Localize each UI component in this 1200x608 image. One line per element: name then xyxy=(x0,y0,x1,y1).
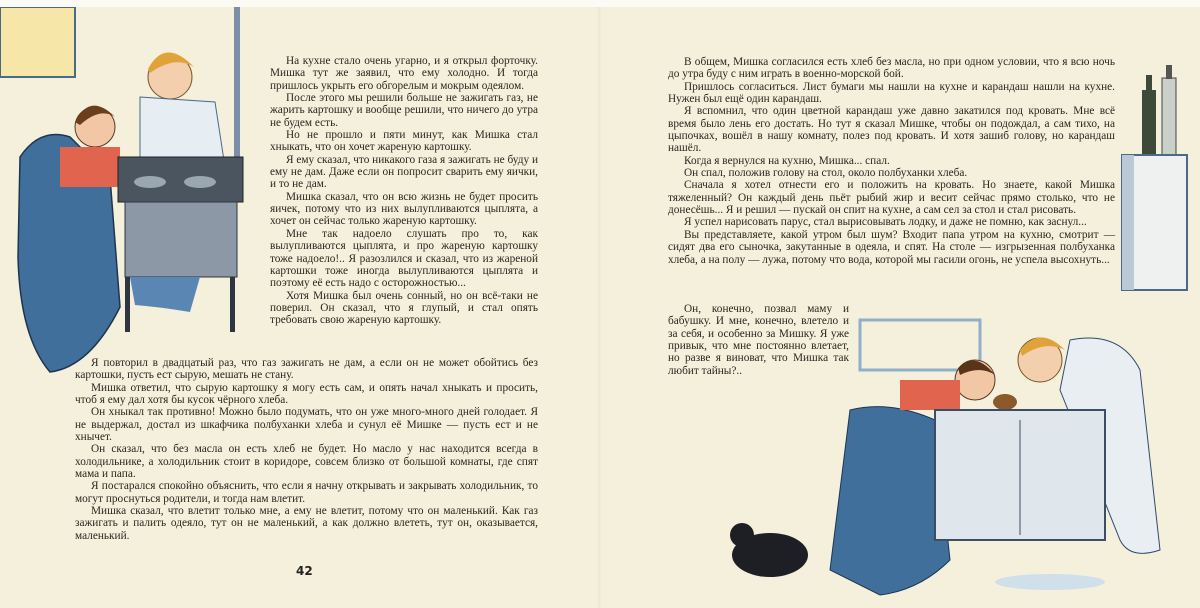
paragraph: Но не прошло и пяти минут, как Мишка стал хныкать, что он хочет жареную картошку. xyxy=(270,129,538,154)
window-illustration xyxy=(0,7,75,77)
blanket-floor xyxy=(130,277,200,312)
illustration-fridge-bottles xyxy=(1112,60,1192,295)
paragraph: Я постарался спокойно объяснить, что если я начну открывать и закрывать холодильник, то могут проснуться родители, и тогда нам влетит. xyxy=(75,480,538,505)
bottle-neck xyxy=(1166,65,1172,79)
left-page-narrow-text xyxy=(270,55,538,327)
paragraph: Я успел нарисовать парус, стал вырисовывать лодку, и даже не помню, как заснул... xyxy=(684,216,1087,229)
boy-left-shirt xyxy=(60,147,120,187)
paragraph: Я вспомнил, что один цветной карандаш уже давно закатился под кровать. Мне всё время было лень его достать. Но тут я сказал Мишке, чтобы он подождал, а сам тихо, на цыпочках, вошёл в нашу комнату, полез под кровать. И хотя зашиб голову, но карандаш нашёл. xyxy=(668,105,1115,155)
bread-loaf xyxy=(993,394,1017,410)
right-page-wide-text xyxy=(668,56,1115,266)
paragraph: Сначала я хотел отнести его и положить на кровать. Но знаете, какой Мишка тяжеленный? Он каждый день пьёт рыбий жир и весит сейчас прямо столько, что не донесёшь... Я и решил — пускай он спит на кухне, а сам сел за стол и стал рисовать. xyxy=(668,179,1115,217)
left-page-wide-text xyxy=(75,357,538,542)
cat-head xyxy=(730,523,754,547)
book-gutter xyxy=(598,7,602,608)
stove-leg xyxy=(125,277,130,332)
window-frame xyxy=(860,320,980,370)
paragraph: В общем, Мишка согласился есть хлеб без масла, но при одном условии, что я всю ночь до утра буду с ним играть в военно-морской бой. xyxy=(668,56,1115,81)
illustration-boys-at-stove xyxy=(0,7,270,377)
paragraph: Мишка сказал, что он всю жизнь не будет просить яичек, потому что из них вылупливаются цыплята, а хочет он сейчас только жареную картошку. xyxy=(270,190,538,228)
page-number: 42 xyxy=(296,564,313,578)
burner xyxy=(134,176,166,188)
water-puddle xyxy=(995,574,1105,590)
paragraph: Мишка сказал, что влетит только мне, а ему не влетит, потому что он маленький. Как газ зажигать и палить одеяло, тут он не маленький, а как должно влететь, тут он, оказывается, маленький. xyxy=(75,505,538,542)
bottle xyxy=(1142,90,1156,155)
paragraph: Он, конечно, позвал маму и бабушку. И мне, конечно, влетело и за себя, и особенно за Мишку. Я уже привык, что мне постоянно влетает, но разве я виноват, что Мишка так любит тайны?.. xyxy=(668,303,849,377)
page-top-edge xyxy=(0,0,1200,7)
paragraph: Мне так надоело слушать про то, как вылупливаются цыплята, и про жареную картошку тоже надоело!.. Я разозлился и сказал, что из жареной картошки тоже иногда вылупливаются цыплята и поэтому её есть надо с осторожностью... xyxy=(270,227,538,290)
paragraph: Вы представляете, какой утром был шум? Входит папа утром на кухню, смотрит — сидят два его сыночка, закутанные в одеяла, и спят. На столе — изгрызенная полбуханка хлеба, а на полу — лужа, потому что вода, которой мы гасили огонь, не успела высохнуть... xyxy=(668,228,1115,266)
fridge-side xyxy=(1122,155,1134,290)
paragraph: Когда я вернулся на кухню, Мишка... спал. xyxy=(684,154,890,167)
gas-pipe xyxy=(234,7,240,157)
bottle-neck xyxy=(1146,75,1152,91)
paragraph: Он хныкал так противно! Можно было подумать, что он уже много-много дней голодает. Я не выдержал, достал из шкафчика полбуханки хлеба и сунул её Мишке — пусть ест и не хнычет. xyxy=(75,406,538,444)
bottle xyxy=(1162,78,1176,155)
boy-sleeping-left-shirt xyxy=(900,380,960,410)
paragraph: На кухне стало очень угарно, и я открыл форточку. Мишка тут же заявил, что ему холодно. И тогда пришлось укрыть его обгорелым и мокрым одеялом. xyxy=(270,55,538,92)
paragraph: Я ему сказал, что никакого газа я зажигать не буду и ему не дам. Даже если он попросит сварить ему яички, и то не дам. xyxy=(270,153,538,191)
stove-body xyxy=(125,202,237,277)
paragraph: Он спал, положив голову на стол, около полбуханки хлеба. xyxy=(684,167,968,180)
paragraph: После этого мы решили больше не зажигать газ, не жарить картошку и вообще решили, что ничего до утра не будем есть. xyxy=(270,92,538,129)
paragraph: Мишка ответил, что сырую картошку я могу есть сам, и опять начал хныкать и просить, чтоб я ему дал хотя бы кусок чёрного хлеба. xyxy=(75,381,538,407)
blanket-sleeping-left xyxy=(830,407,950,595)
paragraph: Я повторил в двадцатый раз, что газ зажигать не дам, а если он не может обойтись без картошки, пусть ест сырую, мешать не стану. xyxy=(75,357,538,382)
stove-leg xyxy=(230,277,235,332)
paragraph: Он сказал, что без масла он есть хлеб не будет. Но масло у нас находится всегда в холодильнике, а холодильник стоит в коридоре, совсем близко от большой комнаты, где спят мама и папа. xyxy=(75,443,538,481)
burner xyxy=(184,176,216,188)
paragraph: Хотя Мишка был очень сонный, но он всё-таки не поверил. Он сказал, что я глупый, и стал опять требовать свою жареную картошку. xyxy=(270,289,538,327)
paragraph: Пришлось согласиться. Лист бумаги мы нашли на кухне и карандаш нашли на кухне. Нужен был ещё один карандаш. xyxy=(668,80,1115,106)
illustration-sleeping-boys xyxy=(720,310,1190,600)
